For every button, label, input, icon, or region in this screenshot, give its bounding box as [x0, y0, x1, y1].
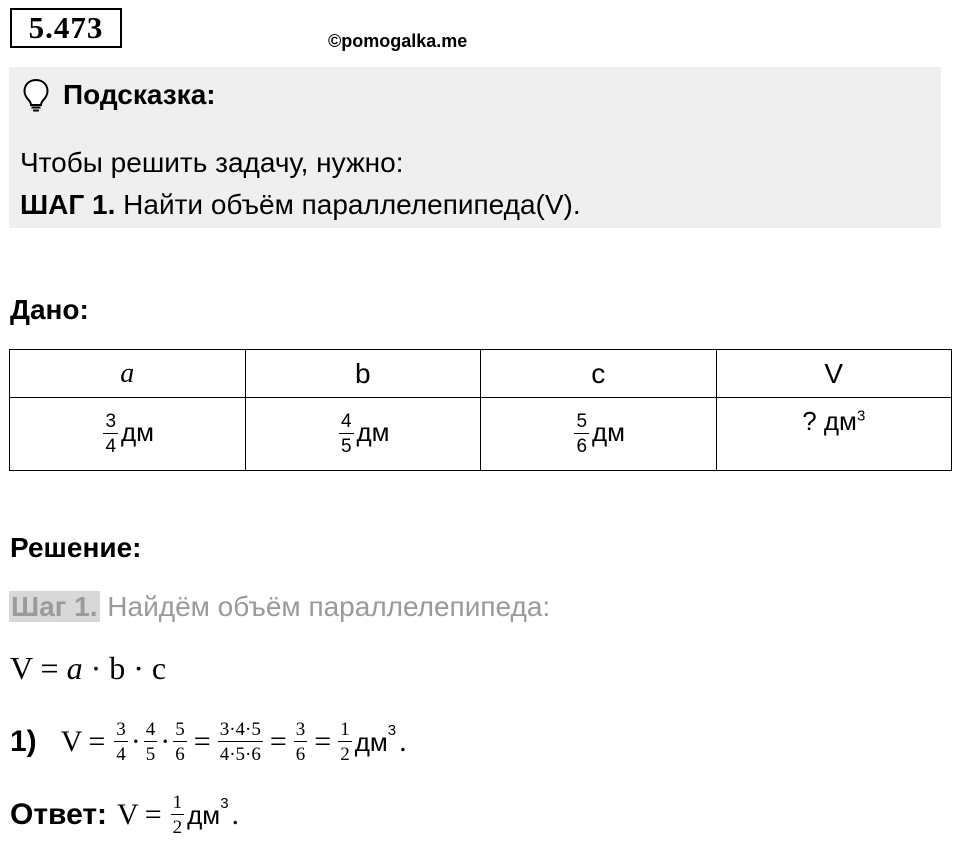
given-label: Дано:	[10, 294, 89, 325]
hint-step-label: ШАГ 1.	[20, 189, 116, 220]
unit-b: дм	[356, 416, 390, 447]
solution-step-text: Найдём объём параллелепипеда:	[99, 591, 551, 622]
header-b: b	[245, 350, 481, 398]
answer-line: Ответ: V = $\frac{1}{2}$ дм $^3$ .	[10, 792, 240, 838]
fraction-2: $\frac{4}{5}$	[145, 719, 156, 765]
watermark: ©pomogalka.me	[328, 31, 468, 51]
fraction-a: $\frac{3}{4}$	[105, 411, 117, 457]
lightbulb-icon	[22, 78, 50, 112]
header-c: c	[481, 350, 717, 398]
value-c	[481, 398, 717, 471]
unit-c: дм	[592, 416, 626, 447]
solution-step	[9, 591, 550, 623]
line-number: 1)	[10, 725, 37, 758]
hint-title: Подсказка:	[63, 79, 216, 110]
fraction-4: $\frac{3\cdot 4\cdot 5}{4\cdot 5\cdot 6}$	[219, 719, 261, 765]
hint-text: Чтобы решить задачу, нужно:	[20, 147, 404, 178]
fraction-5: $\frac{3}{6}$	[295, 719, 306, 765]
fraction-c: $\frac{5}{6}$	[576, 411, 588, 457]
answer-fraction: $\frac{1}{2}$	[172, 792, 183, 838]
header-a: a	[10, 350, 246, 398]
value-v: ? $дм^3$	[716, 398, 952, 471]
fraction-6: $\frac{1}{2}$	[340, 719, 350, 765]
solution-label: Решение:	[10, 532, 142, 563]
answer-label: Ответ:	[10, 798, 108, 831]
volume-formula: V = a · b · c	[10, 650, 167, 686]
fraction-b: $\frac{4}{5}$	[340, 411, 352, 457]
fraction-3: $\frac{5}{6}$	[175, 719, 185, 765]
unit-a: дм	[121, 416, 155, 447]
given-table	[9, 349, 952, 471]
header-v: V	[716, 350, 952, 398]
given-header-row	[10, 350, 952, 398]
fraction-1: $\frac{3}{4}$	[116, 719, 126, 765]
value-a	[10, 398, 246, 471]
solution-line-1: 1) V = $\frac{3}{4}$ · $\frac{4}{5}$ · $\frac{5}{6}$ = $\frac{3\cdot 4\cdot 5}{4\cdot 5\cdot 6}$ = $\frac{3}{6}$ = $\frac{1}{2}$ дм $^3$ .	[10, 719, 407, 765]
hint-step	[20, 189, 581, 221]
solution-step-label: Шаг 1.	[11, 591, 98, 622]
task-number: 5.473	[10, 8, 122, 48]
value-b	[245, 398, 481, 471]
given-value-row	[10, 398, 952, 471]
hint-step-text: Найти объём параллелепипеда(V).	[115, 189, 581, 220]
